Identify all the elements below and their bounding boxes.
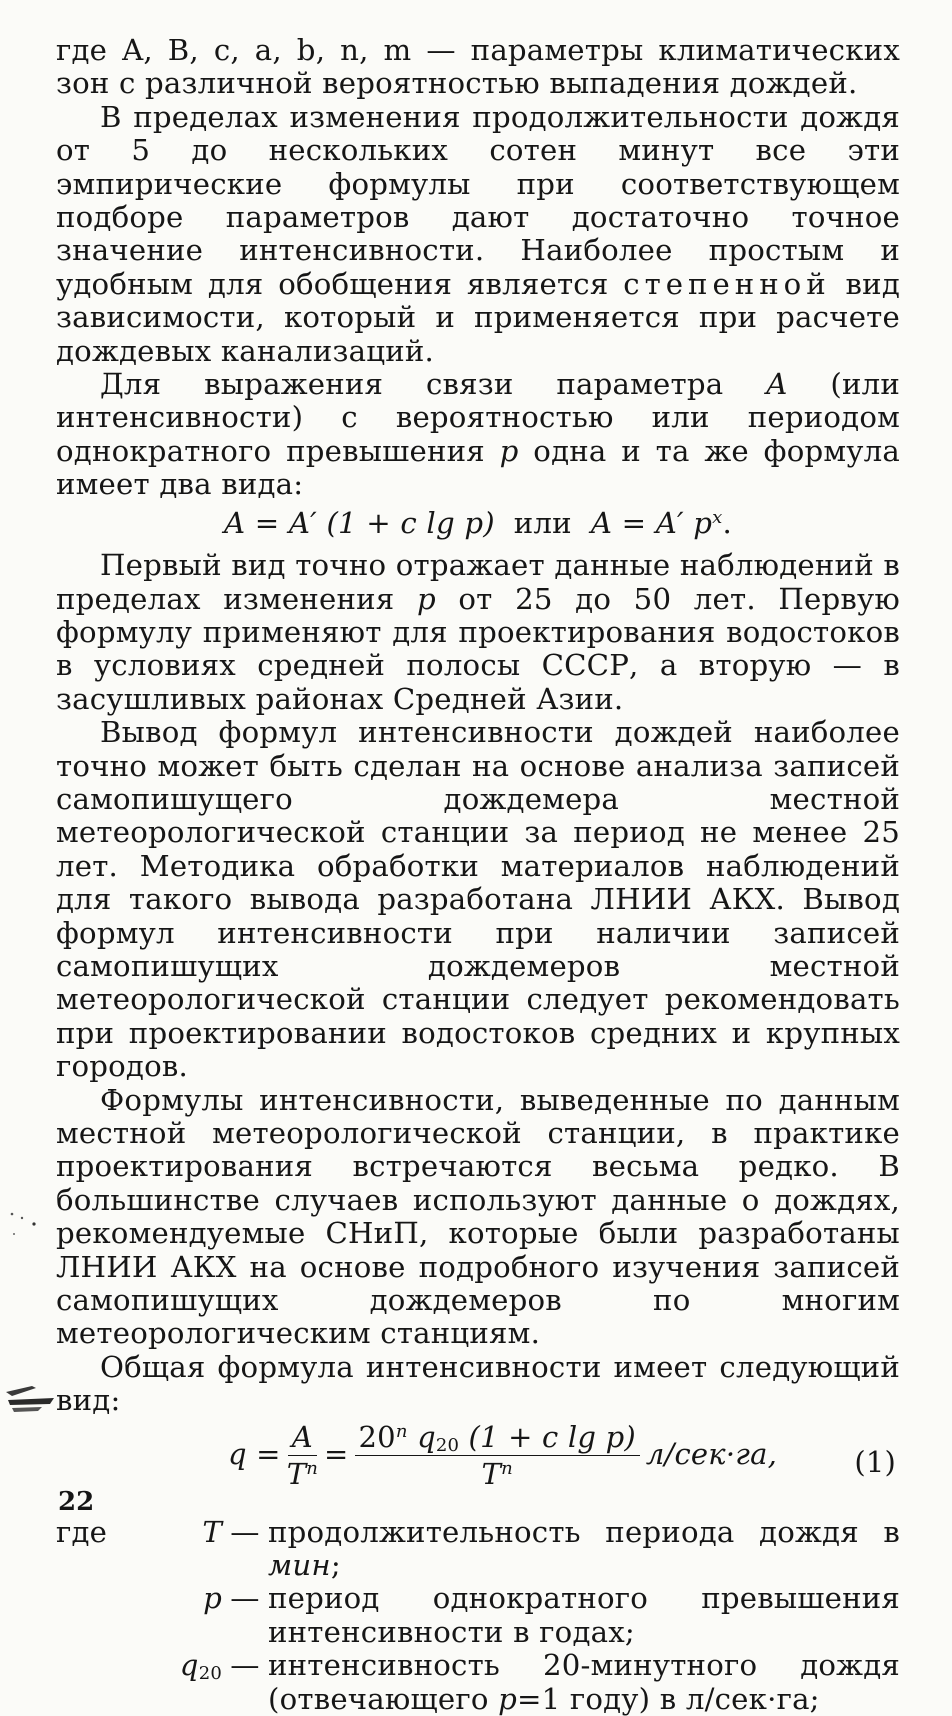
scan-speck-marks	[8, 1208, 48, 1238]
formula-units: л/сек·га,	[645, 1437, 777, 1472]
page-number: 22	[58, 1487, 95, 1517]
spaced-emphasis: степенной	[623, 266, 831, 301]
page-body	[56, 34, 900, 1716]
paragraph-general-formula: Общая формула интенсивности имеет следующий вид:	[56, 1349, 900, 1418]
fraction-a-over-t: $\frac{A}{T^n}$	[286, 1419, 319, 1491]
scan-smudge-mark	[2, 1378, 62, 1418]
paragraph-empirical-formulas: В пределах изменения продолжительности дождя от 5 до нескольких сотен минут все эти эмпирические формулы при соответствующем подборе параметров дают достаточно точное значение интенсивности. Наиболее простым и удобным для обобщения является степенной вид зависимости, который и применяется при расчете дождевых канализаций.	[56, 99, 900, 368]
equation-number: (1)	[854, 1444, 896, 1479]
definitions-list	[56, 1516, 900, 1716]
definition-q20: $q_{20}$ — интенсивность 20-минутного дождя (отвечающего p=1 году) в л/сек·га;	[179, 1648, 900, 1716]
definition-t: где T — продолжительность периода дождя в мин;	[56, 1514, 900, 1583]
paragraph-probability-relation: Для выражения связи параметра A (или интенсивности) с вероятностью или периодом однократного превышения p одна и та же формула имеет два вида:	[56, 367, 900, 502]
paragraph-parameters: где A, B, c, a, b, n, m — параметры климатических зон с различной вероятностью выпадения дождей.	[56, 33, 900, 101]
formula-two-forms: A = A′ (1 + c lg p) или A = A′ $p^x$.	[223, 505, 733, 540]
paragraph-first-form: Первый вид точно отражает данные наблюдений в пределах изменения p от 25 до 50 лет. Первую формулу применяют для проектирования водостоков в условиях средней полосы СССР, а вторую — в засушливых районах Средней Азии.	[56, 548, 900, 716]
paragraph-derivation: Вывод формул интенсивности дождей наиболее точно может быть сделан на основе анализа записей самопишущего дождемера местной метеорологической станции за период не менее 25 лет. Методика обработки материалов наблюдений для такого вывода разработана ЛНИИ АКХ. Вывод формул интенсивности при наличии записей самопишущих дождемеров местной метеорологической станции следует рекомендовать при проектировании водостоков средних и крупных городов.	[56, 715, 900, 1084]
formula-intensity: q = $\frac{A}{T^n}$ = $\frac{20^n q_{20} (1 + c \lg p)}{T^n}$ л/сек·га, (1)	[228, 1419, 896, 1491]
fraction-expanded: $\frac{20^n q_{20} (1 + c \lg p)}{T^n}$	[355, 1422, 640, 1489]
definition-p: p — период однократного превышения интенсивности в годах;	[203, 1581, 900, 1649]
paragraph-snip: Формулы интенсивности, выведенные по данным местной метеорологической станции, в практике проектирования встречаются весьма редко. В большинстве случаев используют данные о дождях, рекомендуемые СНиП, которые были разработаны ЛНИИ АКХ на основе подробного изучения записей самопишущих дождемеров по многим метеорологическим станциям.	[56, 1082, 900, 1351]
